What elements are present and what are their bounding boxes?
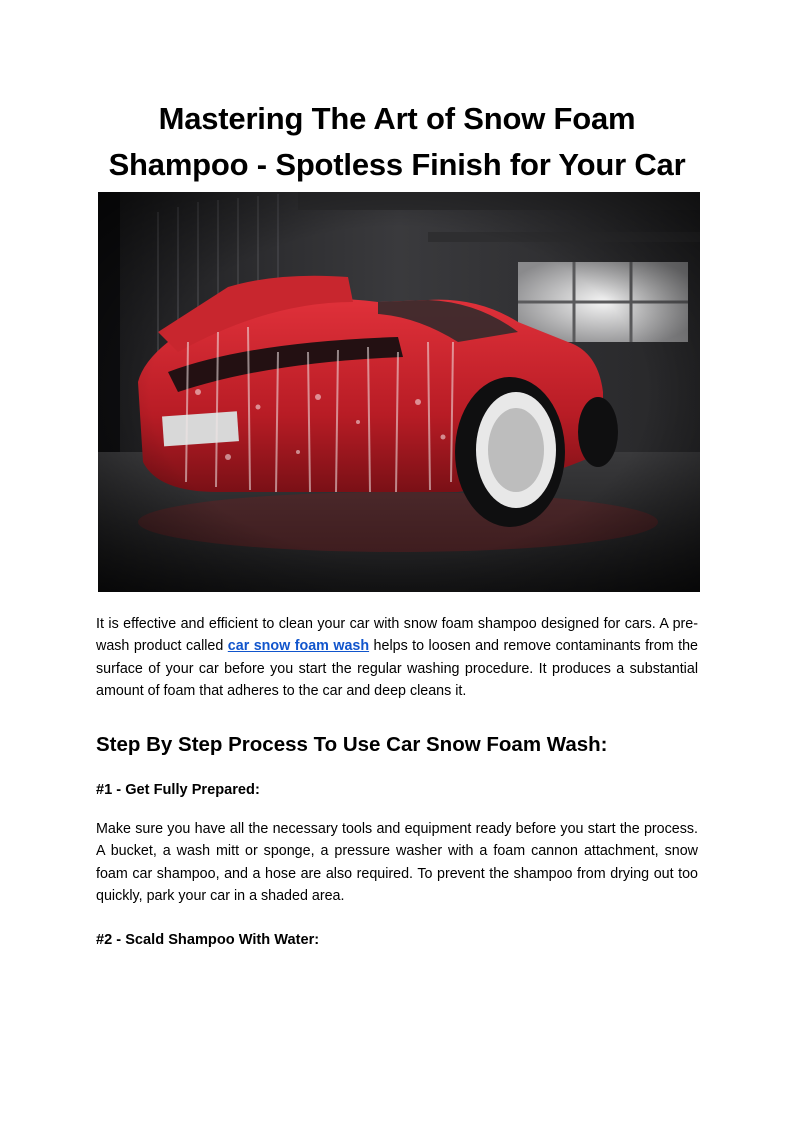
intro-text-after: helps to loosen and remove contaminants from the surface of your car before you start the regular washing procedure. It produces a substantial amount of foam that adheres to the car and deep cleans it. bbox=[96, 638, 698, 700]
step-2-heading: #2 - Scald Shampoo With Water: bbox=[96, 932, 320, 948]
intro-text-before: It is effective and efficient to clean your car with snow foam shampoo designed for cars. A pre-wash product called bbox=[96, 616, 698, 655]
intro-paragraph bbox=[96, 613, 698, 703]
car-snow-foam-wash-link[interactable]: car snow foam wash bbox=[227, 638, 370, 655]
step-1-body: Make sure you have all the necessary tools and equipment ready before you start the process. A bucket, a wash mitt or sponge, a pressure washer with a foam cannon attachment, snow foam car shampoo, and a hose are also required. To prevent the shampoo from drying out too quickly, park your car in a shaded area. bbox=[96, 821, 698, 905]
step-1-heading: #1 - Get Fully Prepared: bbox=[96, 782, 260, 798]
hero-image bbox=[98, 192, 700, 592]
article-title: Mastering The Art of Snow Foam Shampoo - Spotless Finish for Your Car bbox=[108, 101, 686, 182]
section-heading: Step By Step Process To Use Car Snow Foam Wash: bbox=[96, 733, 608, 756]
